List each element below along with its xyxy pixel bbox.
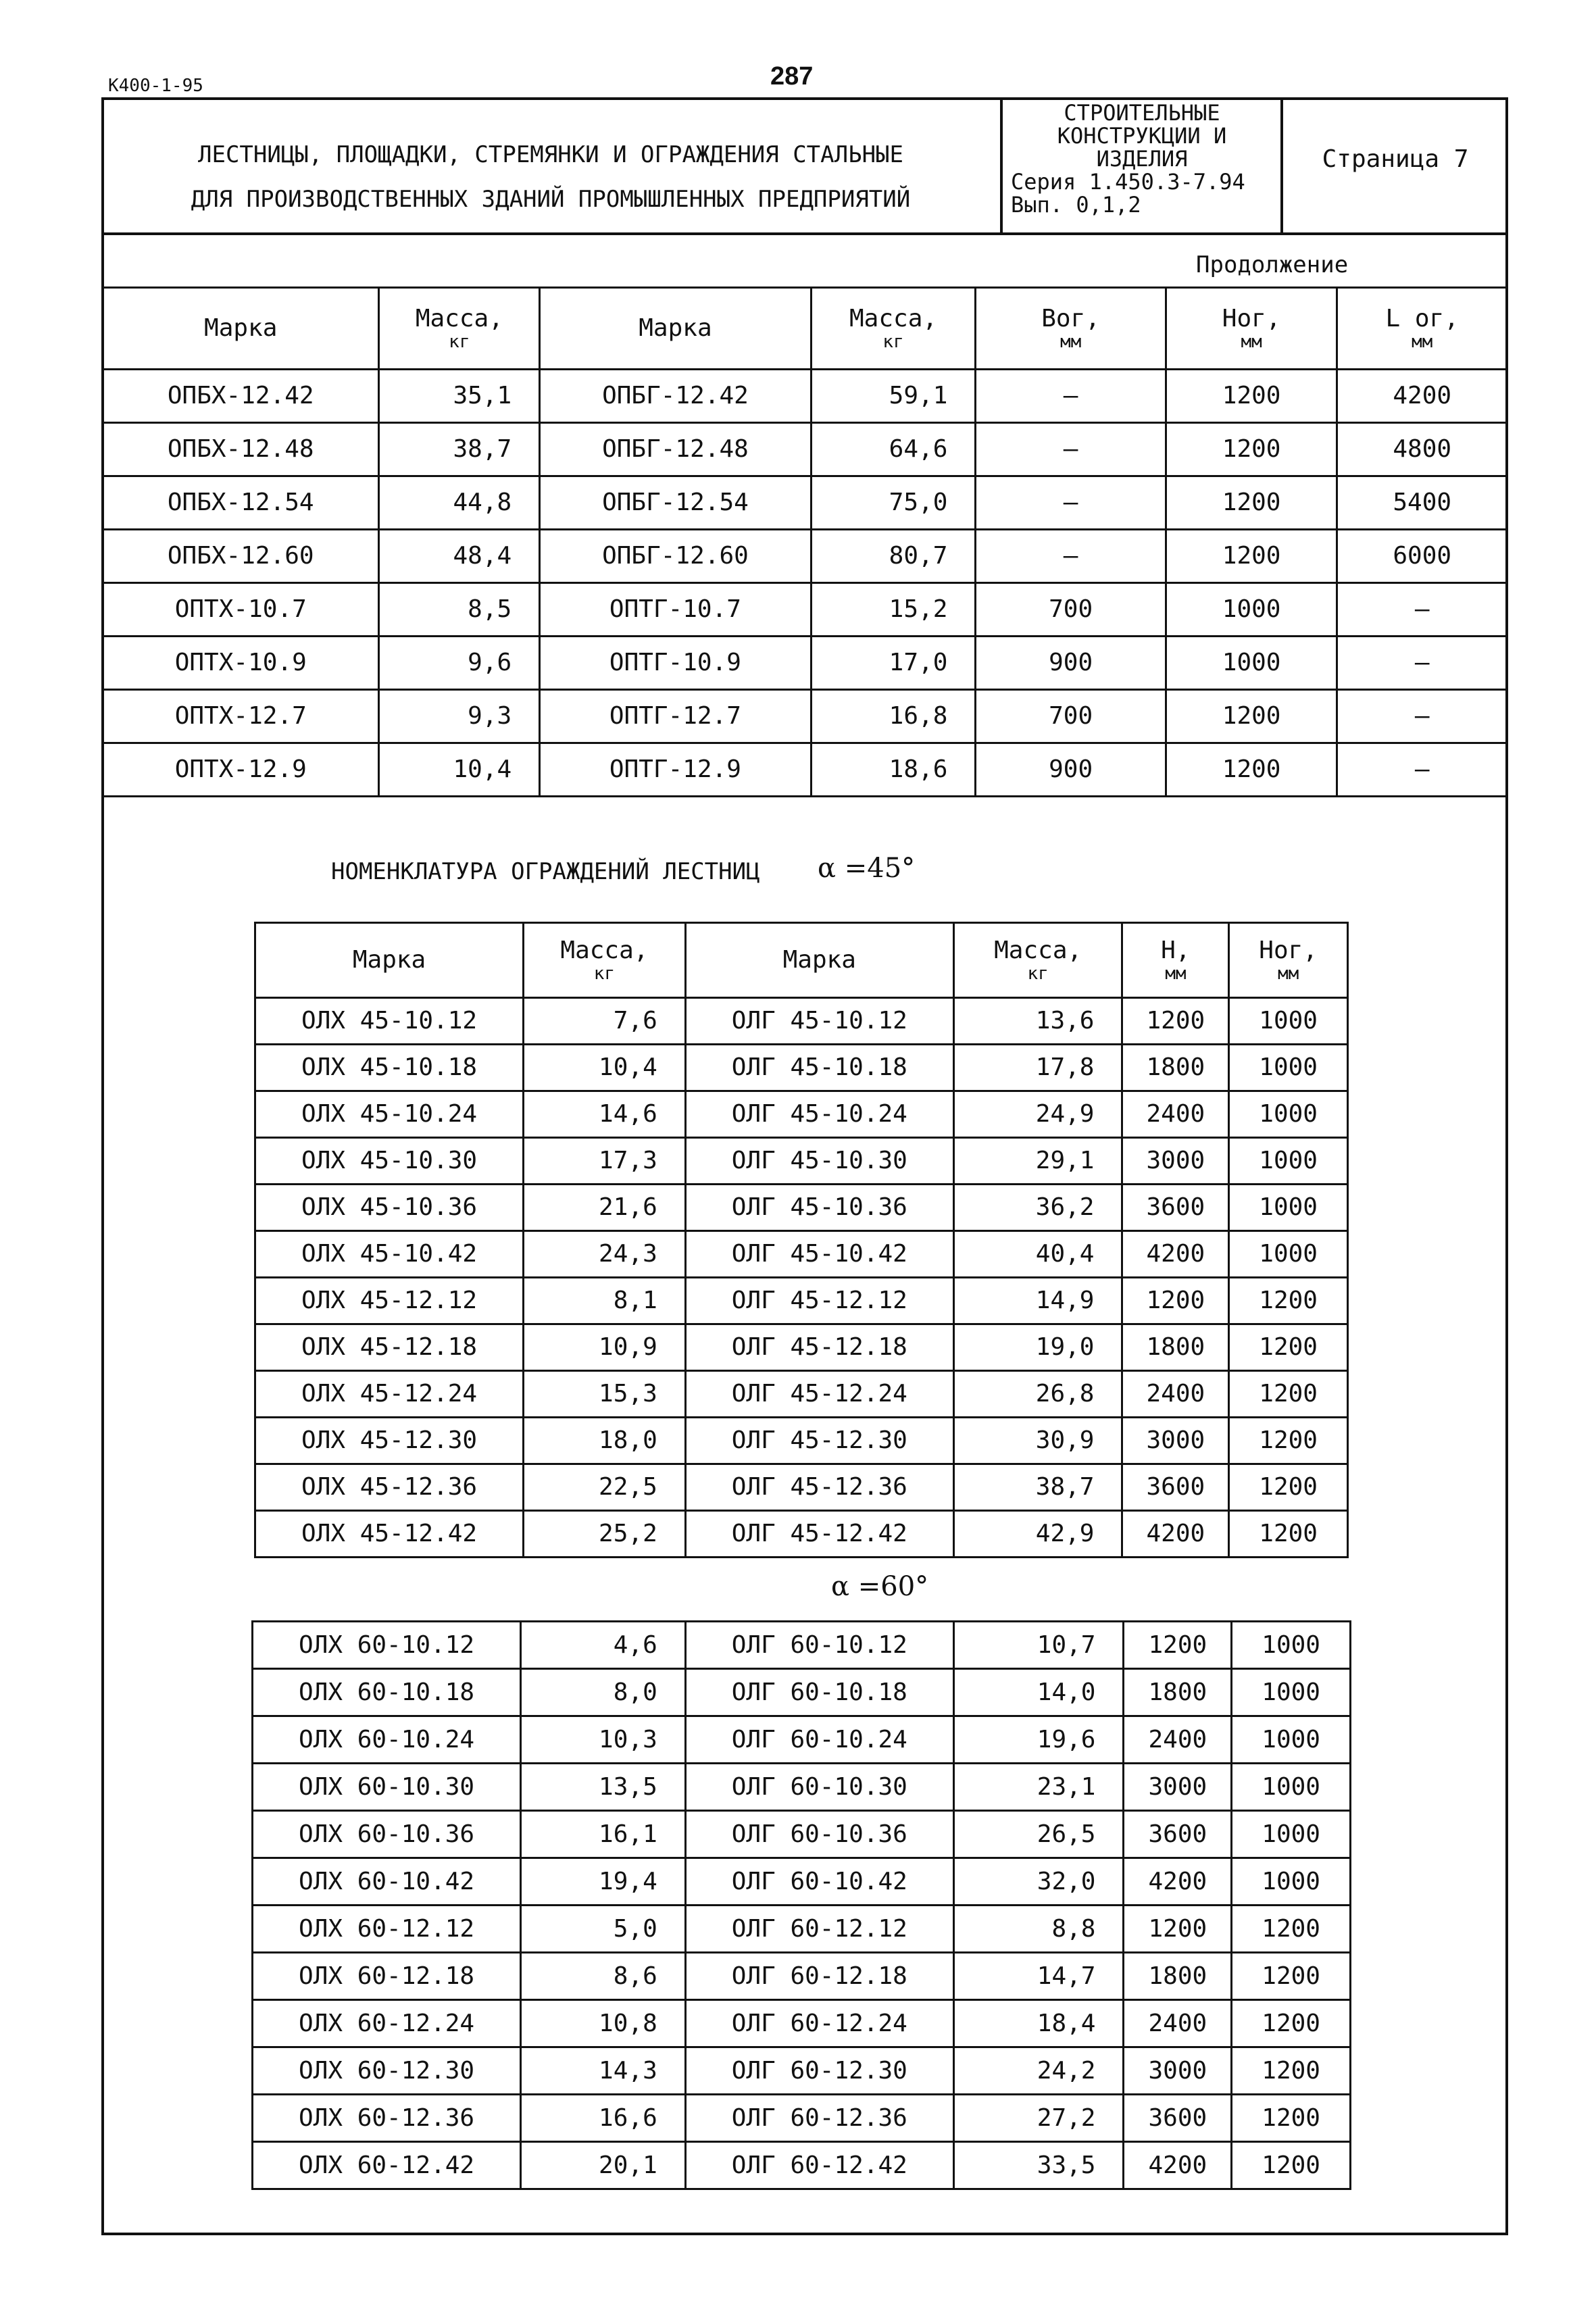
table-cell: 44,8 [379,476,540,530]
table-cell: ОЛХ 60-10.42 [253,1858,521,1906]
table-row [255,1371,1348,1418]
table-cell: 36,2 [953,1185,1122,1231]
table-cell: 48,4 [379,530,540,583]
table-cell: 16,1 [521,1811,686,1858]
title-block-divider [1280,97,1283,235]
table-cell: 3600 [1122,1464,1229,1511]
series-number: Серия 1.450.3-7.94 [1011,169,1245,195]
table-cell: 10,4 [524,1045,686,1091]
table-cell: 1000 [1229,1185,1348,1231]
table-cell: ОЛГ 45-12.18 [685,1324,953,1371]
table-cell: 1000 [1232,1622,1351,1669]
table-cell: 1000 [1232,1764,1351,1811]
series-category: КОНСТРУКЦИИ И [1057,123,1227,149]
table-cell: ОЛГ 60-12.42 [685,2142,953,2189]
column-header: Марка [103,288,379,370]
table-cell: 32,0 [953,1858,1124,1906]
table-cell: ОЛГ 60-10.42 [685,1858,953,1906]
table-cell: ОЛГ 60-10.30 [685,1764,953,1811]
table-cell: 9,3 [379,690,540,743]
table-cell: ОЛГ 45-10.42 [685,1231,953,1278]
table-cell: 6000 [1337,530,1507,583]
table-cell: ОЛХ 60-10.12 [253,1622,521,1669]
table-row [253,1622,1351,1669]
table-cell: 21,6 [524,1185,686,1231]
column-header: Масса, кг [953,923,1122,998]
table-cell: 8,6 [521,1953,686,2000]
table-cell: 40,4 [953,1231,1122,1278]
table-cell: ОПБГ-12.54 [540,476,812,530]
table-cell: ОПБХ-12.48 [103,423,379,476]
table-cell: ОПБХ-12.54 [103,476,379,530]
table-cell: ОЛГ 45-10.30 [685,1138,953,1185]
table-cell: 1200 [1232,1906,1351,1953]
table-cell: 80,7 [811,530,976,583]
sheet-page-label: Страница 7 [1322,145,1469,173]
table-cell: 2400 [1124,2000,1232,2047]
table-row [103,743,1507,797]
table-cell: 9,6 [379,637,540,690]
table-cell: 1200 [1232,2095,1351,2142]
table-cell: 1200 [1229,1278,1348,1324]
table-cell: 900 [976,743,1166,797]
table-cell: 3600 [1124,1811,1232,1858]
table-cell: 4200 [1122,1511,1229,1558]
table-row [253,1669,1351,1716]
table-cell: 64,6 [811,423,976,476]
table-cell: 1000 [1232,1716,1351,1764]
table-cell: 14,7 [953,1953,1124,2000]
table-header-row [103,288,1507,370]
table-cell: 33,5 [953,2142,1124,2189]
table-cell: ОЛГ 45-12.12 [685,1278,953,1324]
table-cell: ОЛХ 60-12.18 [253,1953,521,2000]
series-issue: Вып. 0,1,2 [1011,192,1141,218]
table-cell: ОЛХ 45-10.42 [255,1231,524,1278]
table-cell: ОПТХ-12.7 [103,690,379,743]
table-cell: 3000 [1122,1138,1229,1185]
table-cell: 18,6 [811,743,976,797]
table-cell: 17,0 [811,637,976,690]
table-cell: ОЛХ 45-10.12 [255,998,524,1045]
table-cell: ОПТГ-10.9 [540,637,812,690]
table-cell: 3000 [1122,1418,1229,1464]
table-row [253,1906,1351,1953]
table-cell: 8,1 [524,1278,686,1324]
series-category: ИЗДЕЛИЯ [1096,146,1188,172]
table-cell: ОПТГ-12.7 [540,690,812,743]
table-cell: ОЛХ 60-10.24 [253,1716,521,1764]
table-cell: ОЛГ 60-10.18 [685,1669,953,1716]
table-header-row [255,923,1348,998]
table-cell: 14,3 [521,2047,686,2095]
table-cell: ОПБГ-12.60 [540,530,812,583]
table-cell: 4800 [1337,423,1507,476]
table-cell: ОЛГ 60-12.18 [685,1953,953,2000]
table-cell: ОЛГ 45-10.36 [685,1185,953,1231]
table-row [103,476,1507,530]
table-cell: 1200 [1229,1464,1348,1511]
table-cell: 1000 [1232,1669,1351,1716]
column-header: Марка [685,923,953,998]
column-header: Масса, кг [524,923,686,998]
table-cell: 10,8 [521,2000,686,2047]
column-header: Марка [255,923,524,998]
page-number: 287 [770,62,814,91]
table-cell: 1800 [1122,1324,1229,1371]
table-cell: ОПБХ-12.60 [103,530,379,583]
table-cell: — [1337,743,1507,797]
table-cell: 2400 [1122,1091,1229,1138]
table-cell: 8,0 [521,1669,686,1716]
table-cell: 1200 [1122,1278,1229,1324]
table-cell: 3000 [1124,1764,1232,1811]
angle-label-45: α =45° [818,853,916,884]
table-row [253,1764,1351,1811]
table-cell: 8,8 [953,1906,1124,1953]
table-cell: — [976,423,1166,476]
table-cell: ОЛХ 45-10.24 [255,1091,524,1138]
column-header: Вог, мм [976,288,1166,370]
table-cell: 25,2 [524,1511,686,1558]
table-cell: 900 [976,637,1166,690]
table-cell: 30,9 [953,1418,1122,1464]
table-cell: 1200 [1232,2047,1351,2095]
table-cell: 24,2 [953,2047,1124,2095]
table-cell: 23,1 [953,1764,1124,1811]
table-row [103,637,1507,690]
table-cell: 4200 [1124,2142,1232,2189]
table-cell: ОЛГ 60-12.12 [685,1906,953,1953]
table-cell: 3600 [1122,1185,1229,1231]
table-row [253,1953,1351,2000]
table-cell: 42,9 [953,1511,1122,1558]
table-cell: 1200 [1124,1906,1232,1953]
document-title-line: ЛЕСТНИЦЫ, ПЛОЩАДКИ, СТРЕМЯНКИ И ОГРАЖДЕНИЯ СТАЛЬНЫЕ [198,141,903,168]
table-row [253,2000,1351,2047]
series-info [1007,101,1277,216]
table-cell: ОЛХ 45-10.30 [255,1138,524,1185]
table-cell: 24,3 [524,1231,686,1278]
table-cell: 2400 [1124,1716,1232,1764]
table-cell: 4200 [1337,370,1507,423]
table-row [103,583,1507,637]
table-row [255,1138,1348,1185]
stair-railing-table-60 [251,1620,1351,2190]
table-cell: 1200 [1166,423,1337,476]
table-cell: 19,4 [521,1858,686,1906]
column-header: Ног, мм [1166,288,1337,370]
table-cell: ОЛХ 45-12.12 [255,1278,524,1324]
table-cell: 3600 [1124,2095,1232,2142]
table-cell: 18,0 [524,1418,686,1464]
table-cell: 1200 [1166,690,1337,743]
table-cell: 24,9 [953,1091,1122,1138]
table-row [255,998,1348,1045]
table-row [255,1418,1348,1464]
table-cell: 700 [976,690,1166,743]
table-cell: ОЛХ 45-10.18 [255,1045,524,1091]
table-cell: ОЛХ 45-12.24 [255,1371,524,1418]
table-cell: 1200 [1232,2000,1351,2047]
table-cell: ОЛХ 60-10.18 [253,1669,521,1716]
table-cell: 1000 [1229,1231,1348,1278]
table-row [253,2047,1351,2095]
table-cell: 59,1 [811,370,976,423]
table-cell: 1800 [1124,1953,1232,2000]
table-cell: ОПБГ-12.48 [540,423,812,476]
table-cell: 26,5 [953,1811,1124,1858]
table-cell: ОЛХ 60-12.24 [253,2000,521,2047]
table-cell: ОЛГ 60-10.24 [685,1716,953,1764]
table-row [103,370,1507,423]
table-cell: 17,3 [524,1138,686,1185]
table-cell: 1200 [1232,2142,1351,2189]
table-cell: 1000 [1232,1858,1351,1906]
table-cell: 16,8 [811,690,976,743]
table-row [255,1091,1348,1138]
table-cell: 10,3 [521,1716,686,1764]
table-cell: 1200 [1229,1371,1348,1418]
table-cell: 1000 [1229,1138,1348,1185]
table-cell: 14,9 [953,1278,1122,1324]
column-header: Марка [540,288,812,370]
table-cell: ОЛГ 60-12.30 [685,2047,953,2095]
table-cell: 16,6 [521,2095,686,2142]
table-cell: 1200 [1122,998,1229,1045]
table-cell: 15,2 [811,583,976,637]
table-cell: 14,0 [953,1669,1124,1716]
table-cell: 1200 [1229,1324,1348,1371]
table-cell: 1200 [1124,1622,1232,1669]
table-cell: — [1337,690,1507,743]
table-cell: ОЛХ 45-10.36 [255,1185,524,1231]
table-cell: ОПТГ-10.7 [540,583,812,637]
table-row [103,530,1507,583]
table-cell: ОЛХ 45-12.36 [255,1464,524,1511]
table-row [255,1045,1348,1091]
table-cell: ОЛХ 60-12.30 [253,2047,521,2095]
table-cell: 1800 [1124,1669,1232,1716]
angle-label-60: α =60° [831,1571,929,1602]
table-cell: 4200 [1122,1231,1229,1278]
table-cell: 1200 [1229,1511,1348,1558]
document-code: К400-1-95 [108,76,203,96]
table-cell: ОЛГ 45-12.30 [685,1418,953,1464]
table-cell: — [976,370,1166,423]
table-cell: 3000 [1124,2047,1232,2095]
table-cell: 1200 [1229,1418,1348,1464]
table-row [253,2095,1351,2142]
table-cell: 1000 [1229,1045,1348,1091]
table-cell: 26,8 [953,1371,1122,1418]
table-row [255,1278,1348,1324]
table-cell: 10,4 [379,743,540,797]
table-cell: ОЛХ 60-10.30 [253,1764,521,1811]
table-cell: 1200 [1166,530,1337,583]
table-cell: ОЛГ 45-10.24 [685,1091,953,1138]
table-cell: 22,5 [524,1464,686,1511]
table-cell: 1200 [1166,370,1337,423]
column-header: L ог, мм [1337,288,1507,370]
table-cell: 13,6 [953,998,1122,1045]
table-cell: ОЛГ 60-10.36 [685,1811,953,1858]
title-block-divider [1000,97,1003,235]
table-cell: 1000 [1229,998,1348,1045]
table-cell: — [1337,583,1507,637]
table-cell: 29,1 [953,1138,1122,1185]
table-cell: 700 [976,583,1166,637]
table-cell: ОЛХ 45-12.42 [255,1511,524,1558]
table-row [255,1324,1348,1371]
table-cell: ОПТХ-10.9 [103,637,379,690]
table-cell: 5400 [1337,476,1507,530]
table-cell: 14,6 [524,1091,686,1138]
document-title [128,132,973,222]
table-cell: — [1337,637,1507,690]
table-cell: ОПБГ-12.42 [540,370,812,423]
table-cell: 1800 [1122,1045,1229,1091]
table-cell: — [976,530,1166,583]
table-cell: ОЛХ 45-12.18 [255,1324,524,1371]
table-cell: 1200 [1166,743,1337,797]
table-cell: ОЛГ 60-12.36 [685,2095,953,2142]
table-row [255,1464,1348,1511]
column-header: Масса, кг [811,288,976,370]
platform-railing-table [101,287,1508,797]
document-title-line: ДЛЯ ПРОИЗВОДСТВЕННЫХ ЗДАНИЙ ПРОМЫШЛЕННЫХ ПРЕДПРИЯТИЙ [191,186,911,213]
table-row [253,2142,1351,2189]
table-cell: 20,1 [521,2142,686,2189]
table-row [253,1858,1351,1906]
table-cell: 10,9 [524,1324,686,1371]
table-cell: 5,0 [521,1906,686,1953]
table-cell: 7,6 [524,998,686,1045]
table-cell: 1000 [1229,1091,1348,1138]
table-cell: 10,7 [953,1622,1124,1669]
table-cell: 19,6 [953,1716,1124,1764]
table-cell: ОПБХ-12.42 [103,370,379,423]
table-cell: ОЛГ 45-12.36 [685,1464,953,1511]
table-cell: 35,1 [379,370,540,423]
table-cell: ОЛГ 60-12.24 [685,2000,953,2047]
column-header: Н, мм [1122,923,1229,998]
table-cell: 18,4 [953,2000,1124,2047]
table-row [255,1185,1348,1231]
table-cell: ОЛХ 60-12.36 [253,2095,521,2142]
table-cell: 15,3 [524,1371,686,1418]
table-cell: 38,7 [953,1464,1122,1511]
table-cell: 4,6 [521,1622,686,1669]
table-cell: ОЛХ 60-12.12 [253,1906,521,1953]
table-row [253,1811,1351,1858]
table-cell: 1200 [1232,1953,1351,2000]
table-cell: 4200 [1124,1858,1232,1906]
section-title: НОМЕНКЛАТУРА ОГРАЖДЕНИЙ ЛЕСТНИЦ [331,858,760,885]
column-header: Ног, мм [1229,923,1348,998]
table-cell: ОЛГ 45-10.18 [685,1045,953,1091]
table-cell: ОЛХ 60-12.42 [253,2142,521,2189]
table-row [103,423,1507,476]
table-row [255,1511,1348,1558]
table-cell: ОЛХ 45-12.30 [255,1418,524,1464]
table-row [103,690,1507,743]
table-cell: 38,7 [379,423,540,476]
table-cell: ОПТХ-12.9 [103,743,379,797]
table-cell: 27,2 [953,2095,1124,2142]
table-cell: ОЛГ 45-10.12 [685,998,953,1045]
table-cell: ОЛГ 60-10.12 [685,1622,953,1669]
table-cell: ОЛГ 45-12.42 [685,1511,953,1558]
table-cell: ОЛГ 45-12.24 [685,1371,953,1418]
table-cell: — [976,476,1166,530]
table-cell: 19,0 [953,1324,1122,1371]
table-cell: ОЛХ 60-10.36 [253,1811,521,1858]
table-cell: ОПТХ-10.7 [103,583,379,637]
table-cell: 1200 [1166,476,1337,530]
table-cell: 1000 [1232,1811,1351,1858]
table-cell: 8,5 [379,583,540,637]
table-cell: 2400 [1122,1371,1229,1418]
table-row [253,1716,1351,1764]
table-cell: 1000 [1166,637,1337,690]
table-cell: 75,0 [811,476,976,530]
stair-railing-table-45 [254,922,1349,1558]
column-header: Масса, кг [379,288,540,370]
table-cell: 1000 [1166,583,1337,637]
series-category: СТРОИТЕЛЬНЫЕ [1064,100,1220,126]
table-cell: 17,8 [953,1045,1122,1091]
table-cell: 13,5 [521,1764,686,1811]
continuation-label: Продолжение [1196,251,1349,278]
table-cell: ОПТГ-12.9 [540,743,812,797]
table-row [255,1231,1348,1278]
